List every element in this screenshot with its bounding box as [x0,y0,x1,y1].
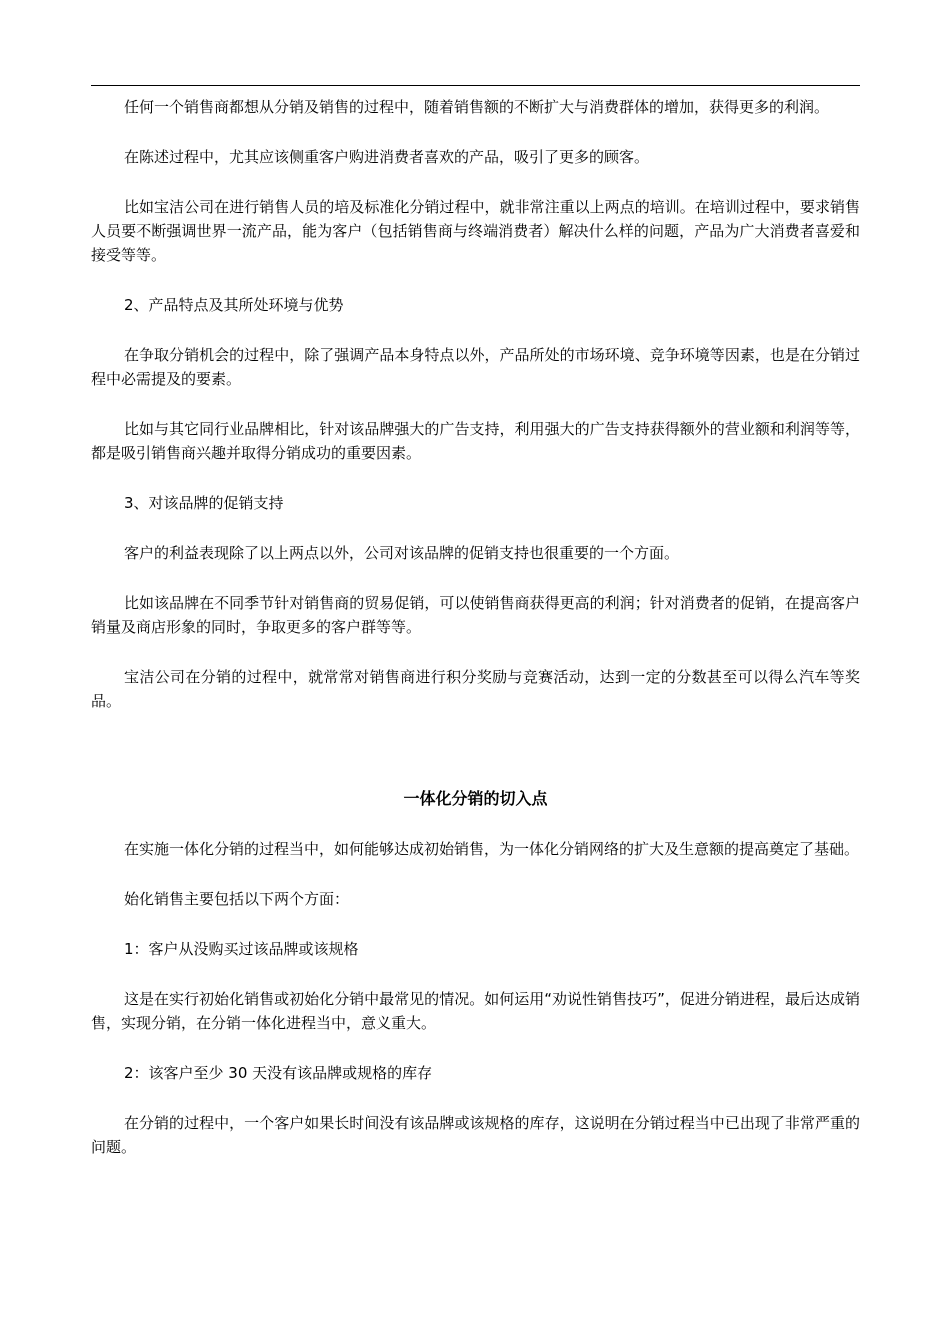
paragraph: 在实施一体化分销的过程当中，如何能够达成初始销售，为一体化分销网络的扩大及生意额的提高奠定了基础。 [124,840,860,858]
paragraph: 比如宝洁公司在进行销售人员的培及标准化分销过程中，就非常注重以上两点的培训。在培训过程中，要求销售人员要不断强调世界一流产品，能为客户（包括销售商与终端消费者）解决什么样的问题，产品为广大消费者喜爱和接受等等。 [91,198,860,264]
header-rule [91,85,860,86]
paragraph: 在分销的过程中，一个客户如果长时间没有该品牌或该规格的库存，这说明在分销过程当中已出现了非常严重的问题。 [91,1114,860,1156]
subheading: 2：该客户至少 30 天没有该品牌或规格的库存 [124,1064,433,1082]
paragraph: 在陈述过程中，尤其应该侧重客户购进消费者喜欢的产品，吸引了更多的顾客。 [124,148,650,166]
paragraph: 宝洁公司在分销的过程中，就常常对销售商进行积分奖励与竞赛活动，达到一定的分数甚至可以得么汽车等奖品。 [91,668,860,710]
paragraph: 始化销售主要包括以下两个方面： [124,890,350,908]
paragraph: 比如该品牌在不同季节针对销售商的贸易促销，可以使销售商获得更高的利润；针对消费者的促销，在提高客户销量及商店形象的同时，争取更多的客户群等等。 [91,594,860,636]
section-title: 一体化分销的切入点 [403,789,548,808]
paragraph: 比如与其它同行业品牌相比，针对该品牌强大的广告支持，利用强大的广告支持获得额外的营业额和利润等等，都是吸引销售商兴趣并取得分销成功的重要因素。 [91,420,860,462]
subheading: 3、对该品牌的促销支持 [124,494,284,512]
paragraph: 任何一个销售商都想从分销及销售的过程中，随着销售额的不断扩大与消费群体的增加，获得更多的利润。 [124,98,830,116]
document-body [91,95,860,1185]
paragraph: 客户的利益表现除了以上两点以外，公司对该品牌的促销支持也很重要的一个方面。 [124,544,680,562]
subheading: 2、产品特点及其所处环境与优势 [124,296,344,314]
paragraph: 这是在实行初始化销售或初始化分销中最常见的情况。如何运用“劝说性销售技巧”，促进分销进程，最后达成销售，实现分销，在分销一体化进程当中，意义重大。 [91,990,860,1032]
subheading: 1：客户从没购买过该品牌或该规格 [124,940,359,958]
section-spacer [91,739,860,787]
paragraph: 在争取分销机会的过程中，除了强调产品本身特点以外，产品所处的市场环境、竞争环境等因素，也是在分销过程中必需提及的要素。 [91,346,860,388]
